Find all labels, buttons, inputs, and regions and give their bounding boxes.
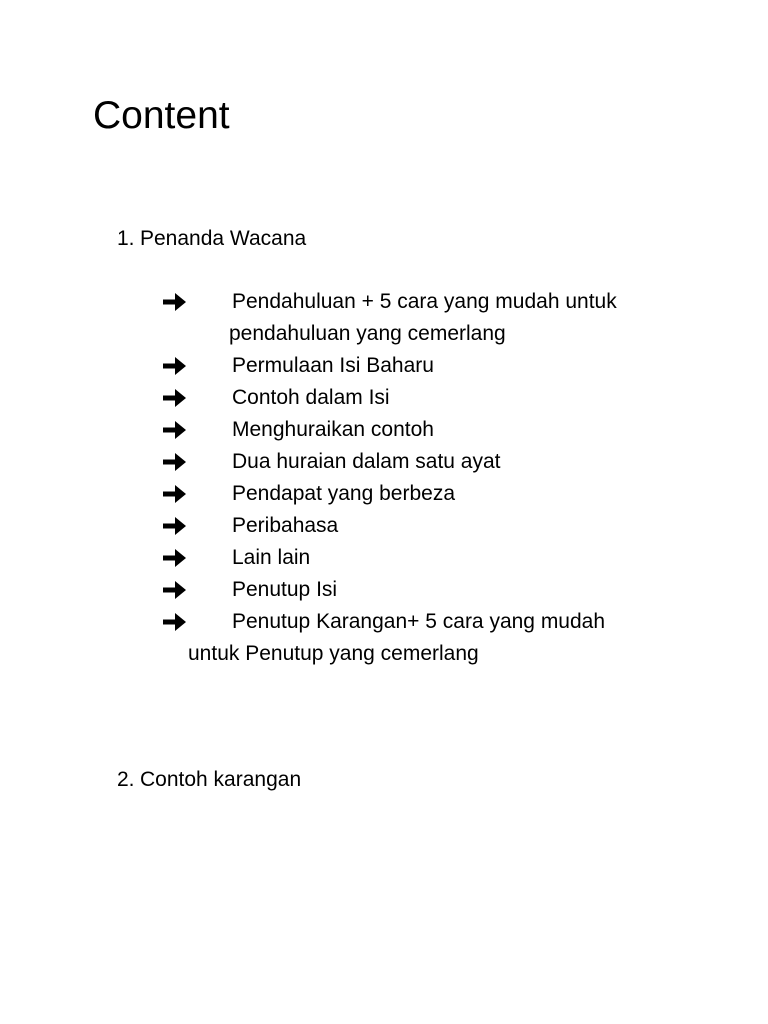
arrow-right-icon [161, 542, 189, 574]
list-item-text: Menghuraikan contoh [232, 418, 434, 441]
list-item [0, 382, 768, 414]
list-item-text: Permulaan Isi Baharu [232, 354, 434, 377]
arrow-right-icon [161, 414, 189, 446]
arrow-right-icon [161, 350, 189, 382]
list-item-text: Penutup Isi [232, 578, 338, 601]
list-item-text-continuation: pendahuluan yang cemerlang [229, 322, 506, 345]
list-item-text: Contoh dalam Isi [232, 386, 390, 409]
section-heading-2 [117, 766, 301, 794]
list-item-text: Pendapat yang berbeza [232, 482, 456, 505]
arrow-right-icon [161, 606, 189, 638]
list-item [0, 606, 768, 670]
section-number: 1. [117, 227, 135, 250]
section-number: 2. [117, 768, 135, 791]
list-item [0, 574, 768, 606]
list-item-text: Peribahasa [232, 514, 339, 537]
section-title: Penanda Wacana [140, 227, 307, 250]
section-title: Contoh karangan [140, 768, 302, 791]
arrow-right-icon [161, 510, 189, 542]
list-item [0, 286, 768, 350]
arrow-right-icon [161, 574, 189, 606]
list-item [0, 446, 768, 478]
list-item-text: Penutup Karangan+ 5 cara yang mudah [232, 610, 606, 633]
bullet-list [0, 286, 768, 670]
arrow-right-icon [161, 286, 189, 318]
list-item [0, 542, 768, 574]
arrow-right-icon [161, 446, 189, 478]
list-item [0, 414, 768, 446]
list-item [0, 350, 768, 382]
list-item [0, 510, 768, 542]
list-item [0, 478, 768, 510]
list-item-text-continuation: untuk Penutup yang cemerlang [188, 642, 479, 665]
list-item-text: Pendahuluan + 5 cara yang mudah untuk [232, 290, 617, 313]
list-item-text: Dua huraian dalam satu ayat [232, 450, 501, 473]
list-item-text: Lain lain [232, 546, 311, 569]
page-title: Content [93, 94, 230, 137]
section-heading-1 [117, 225, 306, 253]
arrow-right-icon [161, 382, 189, 414]
arrow-right-icon [161, 478, 189, 510]
